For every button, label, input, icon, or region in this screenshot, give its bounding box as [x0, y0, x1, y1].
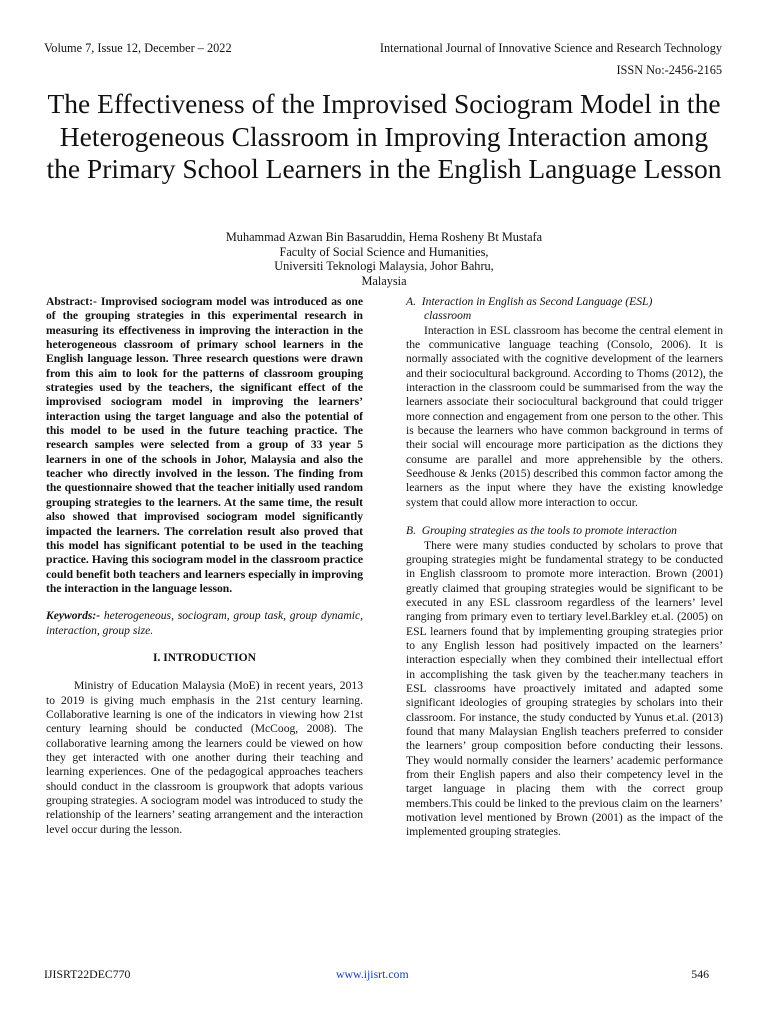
abstract: Abstract:- Improvised sociogram model was introduced as one of the grouping strategies in this experimental research in measuring its effectiveness in improving the interaction in the heterogeneous classroom of primary school learners in the English language lesson. Three research questions were drawn from this aim to look for the patterns of classroom grouping strategies used by the teachers, the significant effect of the improvised sociogram model in improving the learners’ interaction using the target language and also the potential of this model to be used in the future teaching practice. The research samples were selected from a group of 33 year 5 learners in one of the schools in Johor, Malaysia and also the teacher who directly involved in the lesson. The finding from the questionnaire showed that the teacher initially used random grouping strategies to the learners. At the same time, the result also showed that improvised sociogram model significantly impacted the learners. The correlation result also proved that this model has significant potential to be used in the teaching practice. Having this sociogram model in the classroom practice could benefit both teachers and learners especially in improving the interaction in the language lesson.: [46, 295, 363, 595]
section-a-paragraph: Interaction in ESL classroom has become the central element in the communicative language teaching (Consolo, 2006). It is normally associated with the cognitive development of the learners and their sociocultural background. According to Thoms (2012), the interaction in the classroom could be summarised from the way the learners associate their sociocultural background that could trigger more connection and engagement from one person to the other. This is because the learners who have common background in terms of their social will encourage more participation as the dictions they consume are parallel and more apprehensible by the others. Seedhouse & Jenks (2015) described this common factor among the learners as the input where they have the existing knowledge system that could allow more interaction to occur.: [406, 323, 723, 509]
keywords-text: heterogeneous, sociogram, group task, group dynamic, interaction, group size.: [46, 609, 363, 637]
introduction-paragraph: Ministry of Education Malaysia (MoE) in recent years, 2013 to 2019 is giving much emphasis in the 21st century learning. Collaborative learning is one of the indicators in viewing how 21st century learning should be conducted (McCoog, 2008). The collaborative learning among the learners could be viewed on how they get interacted with one another during their teaching and learning experiences. One of the pedagogical approaches teachers should conduct in the classroom is groupwork that adopts various grouping strategies. A sociogram model was introduced to study the relationship of the learners’ seating arrangement and the interaction level occur during the lesson.: [46, 679, 363, 836]
page-number: 546: [691, 967, 709, 981]
footer-url[interactable]: www.ijisrt.com: [336, 967, 409, 981]
paper-title: The Effectiveness of the Improvised Sociogram Model in the Heterogeneous Classroom in Improving Interaction among the Primary School Learners in the English Language Lesson: [46, 88, 722, 184]
section-a-heading: [406, 295, 723, 324]
author-faculty: Faculty of Social Science and Humanities,: [279, 244, 489, 259]
footer-code: IJISRT22DEC770: [44, 967, 131, 981]
author-university: Universiti Teknologi Malaysia, Johor Bahru,: [274, 259, 494, 273]
journal-volume: Volume 7, Issue 12, December – 2022: [44, 41, 232, 55]
section-b-label: B.: [406, 524, 416, 538]
author-block: [40, 230, 728, 288]
author-names: Muhammad Azwan Bin Basaruddin, Hema Rosheny Bt Mustafa: [225, 230, 543, 244]
author-country: Malaysia: [361, 273, 407, 288]
section-b-heading: [406, 524, 723, 538]
section-a-label: A.: [406, 295, 416, 308]
section-a-title-cont: classroom: [424, 309, 472, 323]
section-b-title: Grouping strategies as the tools to promote interaction: [421, 524, 677, 538]
issn: ISSN No:-2456-2165: [616, 63, 722, 77]
keywords: [46, 609, 363, 638]
journal-name: International Journal of Innovative Science and Research Technology: [379, 41, 722, 55]
section-a-title: Interaction in English as Second Language (ESL): [421, 295, 653, 308]
left-column: [46, 295, 363, 837]
section-b-paragraph: There were many studies conducted by scholars to prove that grouping strategies might be fundamental strategy to be conducted in English classroom to promote more interaction. Brown (2001) greatly claimed that grouping strategies would be significant to be executed in any ESL classroom regardless of the learners’ level ranging from primary even to tertiary level.Barkley et.al. (2005) on ESL learners found that by implementing grouping strategies prior to any English lesson had positively impacted on the learners’ interaction especially when they combined their intellectual effort in accomplishing the task given by the teacher.many teachers in ESL classrooms have proactively imitated and adapted some significant ideologies of grouping strategies by scholars into their classroom. For instance, the study conducted by Yunus et.al. (2013) found that many Malaysian English teachers preferred to consider the learners’ group composition before conducting their lessons. They would normally consider the learners’ academic performance from their English papers and also their competency level in the target language in placing them with the correct group members.This could be linked to the previous claim on the learners’ motivation level mentioned by Brown (2001) as the impact of the implemented grouping strategies.: [406, 538, 723, 839]
introduction-heading: I. INTRODUCTION: [152, 650, 257, 664]
right-column: [406, 295, 723, 840]
keywords-label: Keywords:-: [46, 609, 101, 623]
